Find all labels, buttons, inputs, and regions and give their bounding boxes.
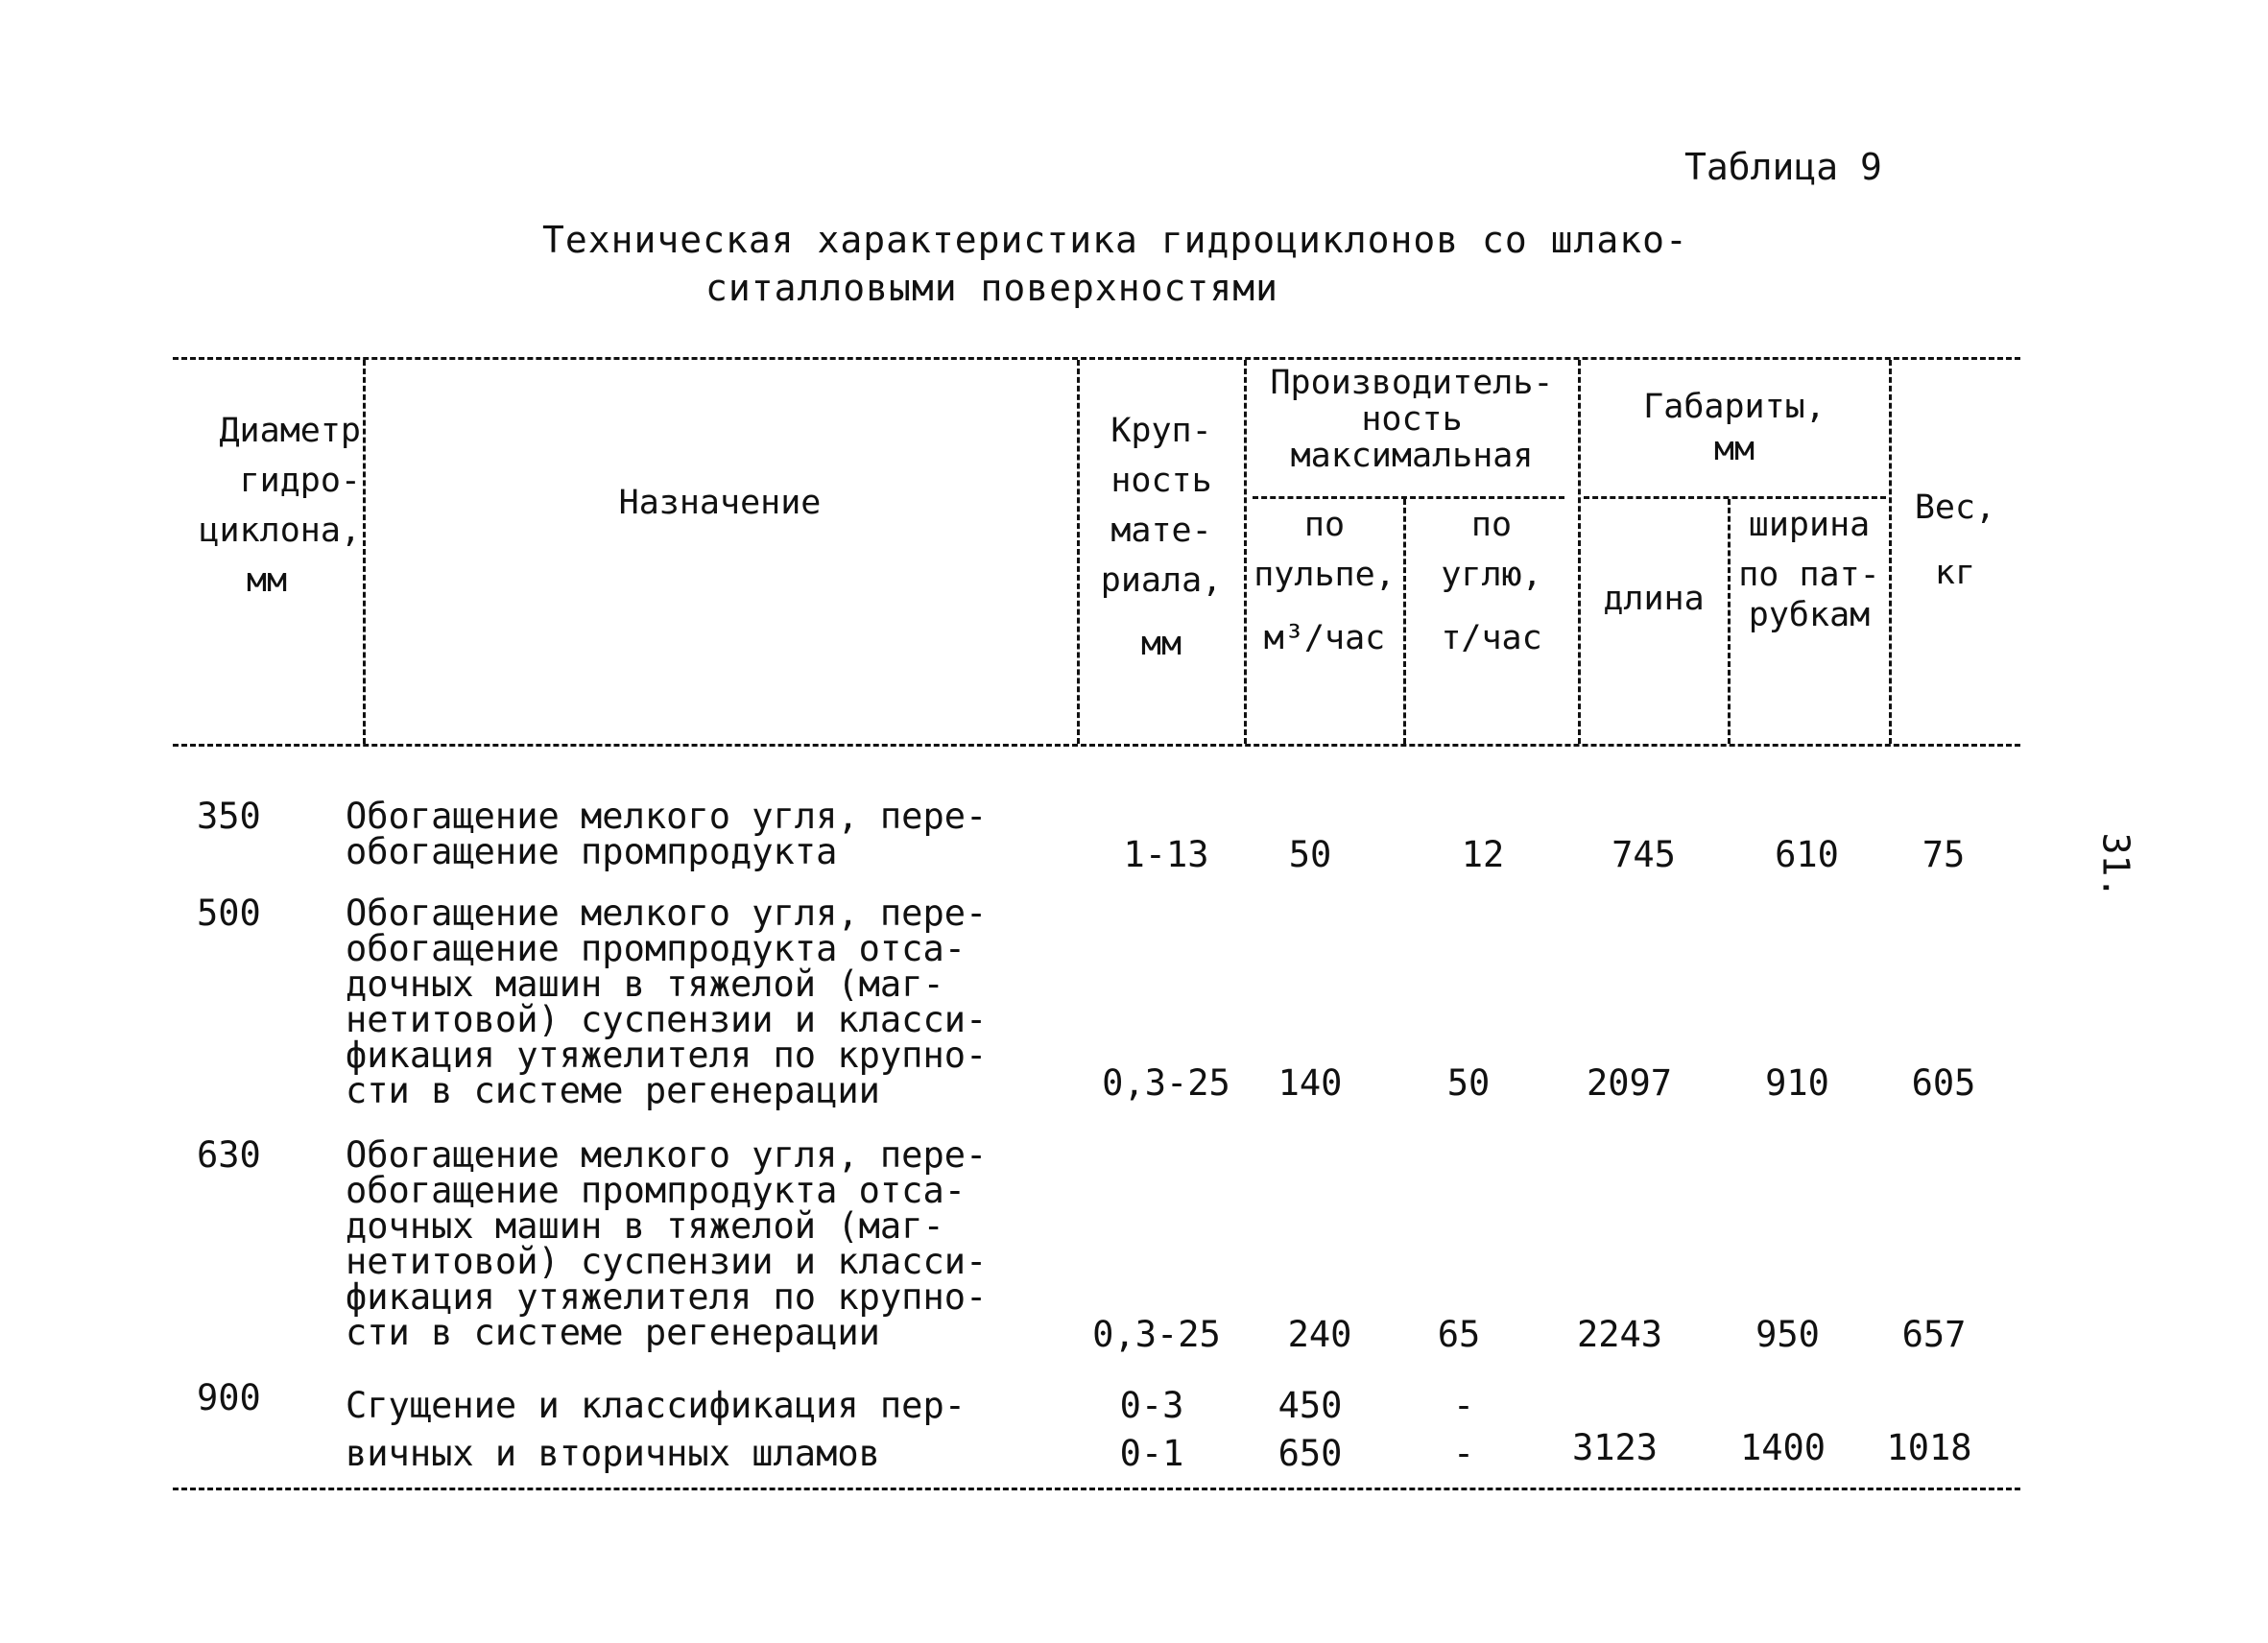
header-bottom-rule (173, 744, 2020, 747)
row-500-purpose: Обогащение мелкого угля, пере- обогащение промпродукта отса- дочных машин в тяжелой (маг- нетитовой) суспензии и класси- фикация утяжелителя по крупно- сти в системе регенерации (346, 893, 988, 1111)
row-630-width: 950 (1755, 1314, 1820, 1355)
row-630-length: 2243 (1576, 1314, 1663, 1355)
row-500-pulp: 140 (1277, 1062, 1343, 1104)
header-width: ширина по пат- рубкам (1738, 506, 1880, 634)
row-630-weight: 657 (1901, 1314, 1967, 1355)
row-350-pulp: 50 (1288, 834, 1332, 875)
row-900-size: 0-3 0-1 (1119, 1385, 1184, 1474)
row-900-diameter: 900 (197, 1377, 261, 1418)
table-title-line2: ситалловыми поверхностями (705, 267, 1278, 309)
header-col-sep (1077, 360, 1080, 744)
header-capacity: Производитель- ность максимальная (1270, 364, 1554, 475)
row-900-length: 3123 (1571, 1427, 1659, 1468)
header-col-sep (363, 360, 366, 744)
row-350-width: 610 (1775, 834, 1839, 875)
row-350-size: 1-13 (1123, 834, 1209, 875)
row-500-width: 910 (1765, 1062, 1829, 1104)
row-900-purpose: Сгущение и классификация пер- вичных и вторичных шламов (346, 1385, 967, 1474)
page-number: 31. (2094, 832, 2137, 899)
row-900-pulp: 450 650 (1277, 1385, 1343, 1474)
row-630-purpose: Обогащение мелкого угля, пере- обогащение промпродукта отса- дочных машин в тяжелой (маг- нетитовой) суспензии и класси- фикация утяжелителя по крупно- сти в системе регенерации (346, 1134, 988, 1353)
row-900-weight: 1018 (1886, 1427, 1972, 1468)
header-size: Круп- ность мате- риала, мм (1100, 412, 1223, 663)
header-diameter: Диаметр гидро- циклона, мм (199, 412, 361, 600)
row-350-purpose: Обогащение мелкого угля, пере- обогащение промпродукта (346, 796, 988, 872)
row-630-coal: 65 (1437, 1314, 1481, 1355)
table-bottom-rule (173, 1488, 2020, 1490)
row-500-coal: 50 (1446, 1062, 1491, 1104)
header-col-sep (1403, 499, 1406, 744)
header-col-sep (1578, 360, 1581, 744)
table-label: Таблица 9 (1684, 146, 1882, 188)
header-length: длина (1603, 580, 1705, 618)
row-500-diameter: 500 (197, 893, 261, 934)
row-350-coal: 12 (1461, 834, 1505, 875)
header-col-sep (1244, 360, 1247, 744)
header-capacity-coal: по углю, т/час (1441, 506, 1542, 657)
row-350-length: 745 (1611, 834, 1676, 875)
table-top-rule (173, 357, 2020, 360)
row-630-diameter: 630 (197, 1134, 261, 1176)
header-capacity-pulp: по пульпе, м³/час (1253, 506, 1396, 657)
row-500-weight: 605 (1911, 1062, 1976, 1104)
header-weight: Вес, кг (1914, 488, 1996, 592)
row-350-diameter: 350 (197, 796, 261, 837)
row-500-size: 0,3-25 (1102, 1062, 1230, 1104)
row-900-coal: - - (1452, 1385, 1475, 1474)
row-630-pulp: 240 (1287, 1314, 1352, 1355)
row-500-length: 2097 (1586, 1062, 1673, 1104)
header-col-sep (1728, 499, 1731, 744)
row-630-size: 0,3-25 (1092, 1314, 1221, 1355)
row-900-width: 1400 (1739, 1427, 1826, 1468)
header-purpose: Назначение (618, 484, 822, 522)
header-dimensions: Габариты, мм (1643, 388, 1826, 468)
row-350-weight: 75 (1922, 834, 1966, 875)
table-title-line1: Техническая характеристика гидроциклонов со шлако- (542, 219, 1688, 261)
header-col-sep (1889, 360, 1892, 744)
dims-sub-rule (1584, 496, 1886, 499)
capacity-sub-rule (1253, 496, 1564, 499)
